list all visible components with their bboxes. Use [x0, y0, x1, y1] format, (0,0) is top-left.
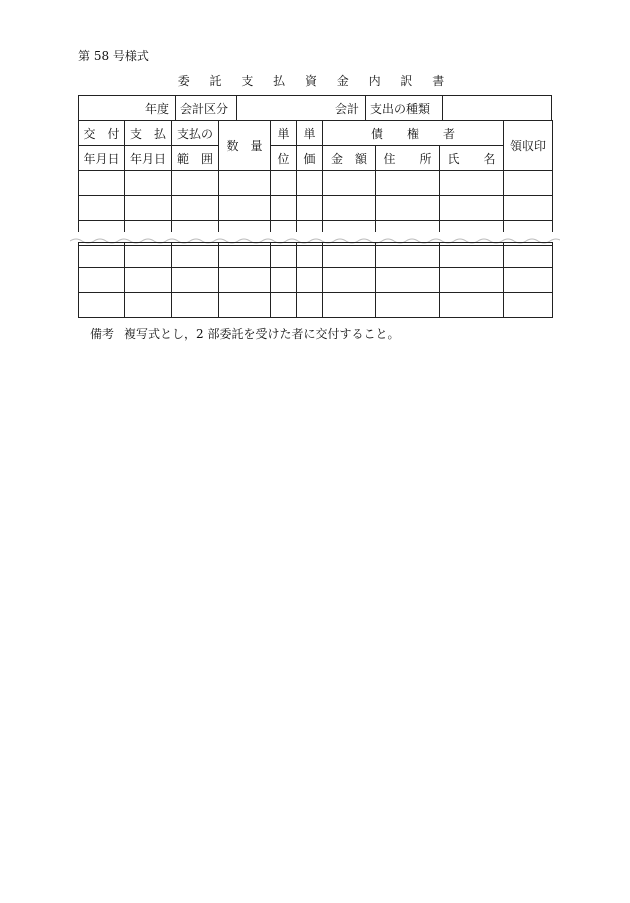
- table-row: [79, 268, 553, 293]
- remark: [90, 325, 399, 342]
- remark-label: 備考: [90, 327, 115, 341]
- payment-date-header-2: 年月日: [125, 146, 172, 171]
- table-row: [79, 171, 553, 196]
- remark-text: 複写式とし，2 部委託を受けた者に交付すること。: [124, 327, 400, 341]
- account-division-label: 会計区分: [176, 96, 237, 121]
- unit-price-header: 単: [297, 121, 323, 146]
- issue-date-header: 交 付: [79, 121, 125, 146]
- unit-header-2: 位: [271, 146, 297, 171]
- table-row: [79, 293, 553, 318]
- payment-scope-header: 支払の: [172, 121, 219, 146]
- account-label: 会計: [237, 96, 366, 121]
- quantity-header: 数 量: [219, 121, 271, 171]
- payment-date-header: 支 払: [125, 121, 172, 146]
- amount-header: 金 額: [323, 146, 376, 171]
- receipt-seal-header: 領収印: [504, 121, 553, 171]
- header-table: [78, 95, 552, 121]
- detail-table-continued: [78, 242, 553, 318]
- address-header: 住 所: [376, 146, 440, 171]
- expenditure-type-value[interactable]: [443, 96, 552, 121]
- detail-table: [78, 120, 553, 246]
- form-number: 第 58 号様式: [78, 49, 149, 63]
- document-title: 委 託 支 払 資 金 内 訳 書: [177, 74, 453, 88]
- expenditure-type-label: 支出の種類: [366, 96, 443, 121]
- payment-scope-header-2: 範 囲: [172, 146, 219, 171]
- unit-header: 単: [271, 121, 297, 146]
- year-label: 年度: [79, 96, 176, 121]
- name-header: 氏 名: [440, 146, 504, 171]
- unit-price-header-2: 価: [297, 146, 323, 171]
- table-row: [79, 196, 553, 221]
- issue-date-header-2: 年月日: [79, 146, 125, 171]
- table-row: [79, 243, 553, 268]
- creditor-header: 債 権 者: [323, 121, 504, 146]
